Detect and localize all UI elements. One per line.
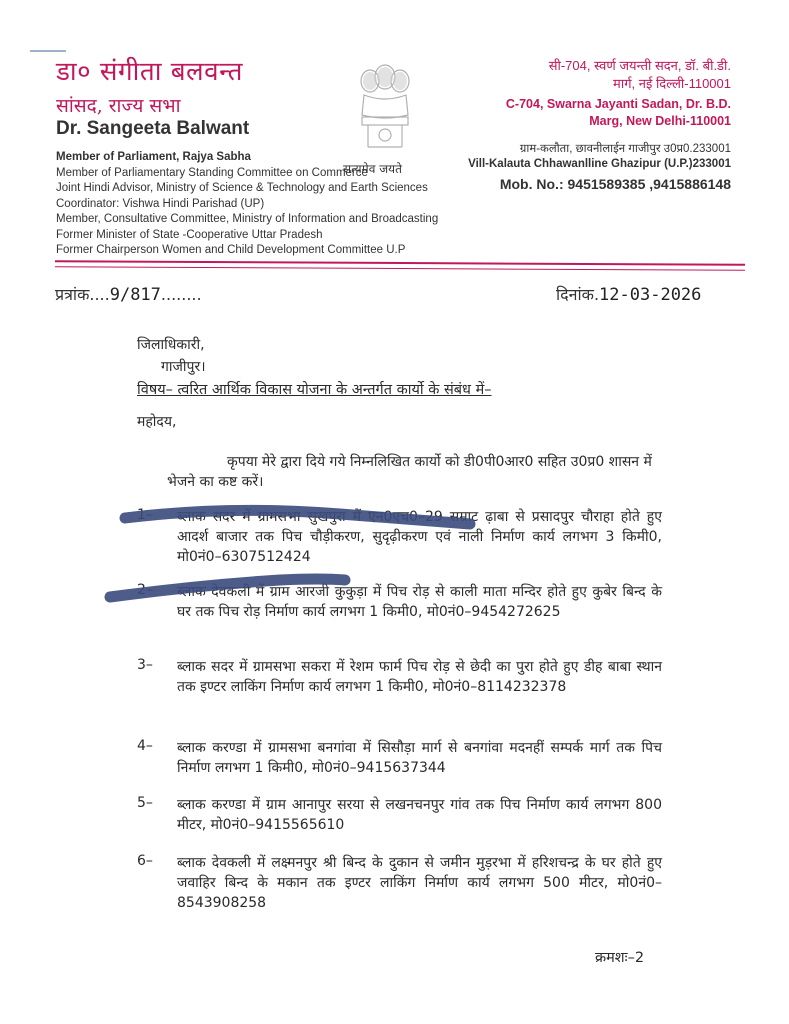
reference-label: प्रत्रांक (55, 285, 90, 304)
header-rule-thin (55, 266, 745, 271)
village-address-english: Vill-Kalauta Chhawanlline Ghazipur (U.P.)233001 (468, 158, 731, 170)
letterhead-name-hindi: डा० संगीता बलवन्त (56, 57, 243, 87)
detail-line: Joint Hindi Advisor, Ministry of Science & Technology and Earth Sciences (56, 182, 428, 194)
list-item: ब्लाक सदर में ग्रामसभा सकरा में रेशम फार्म पिच रोड़ से छेदी का पुरा होते हुए डीह बाबा स्थान तक इण्टर लाकिंग निर्माण कार्य लगभग 1 किमी0, मो0नं0–8114232378 (177, 659, 662, 695)
list-item: ब्लाक करण्डा में ग्राम आनापुर सरया से लखनचनपुर गांव तक पिच निर्माण कार्य लगभग 800 मीटर, मो0नं0–9415565610 (177, 797, 662, 833)
letterhead-name-english: Dr. Sangeeta Balwant (56, 118, 250, 139)
detail-line: Former Chairperson Women and Child Development Committee U.P (56, 244, 406, 256)
national-emblem-icon (350, 55, 420, 155)
address-english-line1: C-704, Swarna Jayanti Sadan, Dr. B.D. (505, 97, 731, 111)
intro-paragraph: कृपया मेरे द्वारा दिये गये निम्नलिखित कार्यो को डी0पी0आर0 सहित उ0प्र0 शासन में भेजने का कष्ट करें। (167, 454, 652, 490)
detail-line: Member, Consultative Committee, Ministry of Information and Broadcasting (56, 213, 439, 225)
item-number: 5– (137, 795, 153, 811)
header-rule (55, 260, 745, 266)
recipient-line1: जिलाधिकारी, (137, 337, 205, 353)
reference-dots: ........ (160, 285, 202, 304)
item-number: 3– (137, 657, 153, 673)
emblem-motto: सत्यमेव जयते (343, 162, 402, 176)
list-item: ब्लाक करण्डा में ग्रामसभा बनगांवा में सिसौड़ा मार्ग से बनगांवा मदनहीं सम्पर्क मार्ग तक पिच निर्माण लगभग 1 किमी0, मो0नं0–9415637344 (177, 740, 662, 776)
continued-marker: क्रमशः–2 (595, 950, 645, 966)
address-english-line2: Marg, New Delhi-110001 (589, 114, 731, 128)
item-number: 1– (137, 507, 153, 523)
list-item: ब्लाक देवकली में लक्ष्मनपुर श्री बिन्द के दुकान से जमीन मुड़रभा में हरिशचन्द्र के घर होते हुए जवाहिर बिन्द के मकान तक इण्टर लाकिंग निर्माण कार्य लगभग 500 मीटर, मो0नं0–8543908258 (177, 855, 662, 911)
letter-subject: विषय– त्वरित आर्थिक विकास योजना के अन्तर्गत कार्यो के संबंध में– (137, 382, 492, 398)
detail-line: Member of Parliament, Rajya Sabha (56, 151, 251, 163)
detail-line: Former Minister of State -Cooperative Uttar Pradesh (56, 228, 323, 241)
detail-line: Member of Parliamentary Standing Committee on Commerce (56, 166, 368, 179)
reference-value: 9/817 (109, 285, 161, 305)
item-number: 4– (137, 738, 153, 754)
address-hindi-line1: सी-704, स्वर्ण जयन्ती सदन, डॉ. बी.डी. (548, 58, 731, 73)
item-number: 6– (137, 853, 153, 869)
salutation: महोदय, (137, 414, 177, 430)
mobile-numbers: Mob. No.: 9451589385 ,9415886148 (499, 176, 731, 192)
letter-date: दिनांक.12-03-2026 (556, 285, 702, 305)
list-item: ब्लाक देवकली में ग्राम आरजी कुकुड़ा में पिच रोड़ से काली माता मन्दिर होते हुए कुबेर बिन्द के घर तक पिच रोड़ निर्माण कार्य लगभग 1 किमी0, मो0नं0–9454272625 (177, 584, 662, 620)
recipient-line2: गाजीपुर। (161, 359, 206, 375)
list-item: ब्लाक सदर में ग्रामसभा सुखपुरा में एन0एच0–29 सम्राट ढ़ाबा से प्रसादपुर चौराहा होते हुए आदर्श बाजार तक पिच चौड़ीकरण, सुदृढ़ीकरण एवं नाली निर्माण कार्य लगभग 3 किमी0, मो0नं0–6307512424 (177, 509, 662, 565)
item-number: 2– (137, 582, 153, 598)
date-value: 12-03-2026 (599, 285, 702, 305)
reference-number: प्रत्रांक....9/817........ (55, 285, 202, 305)
detail-line: Coordinator: Vishwa Hindi Parishad (UP) (56, 197, 265, 210)
village-address-hindi: ग्राम-कलौता, छावनीलाईन गाजीपुर उ0प्र0.233001 (519, 143, 731, 155)
date-label: दिनांक (556, 285, 594, 304)
address-hindi-line2: मार्ग, नई दिल्ली-110001 (613, 76, 731, 91)
letterhead-title-hindi: सांसद, राज्य सभा (56, 95, 181, 117)
